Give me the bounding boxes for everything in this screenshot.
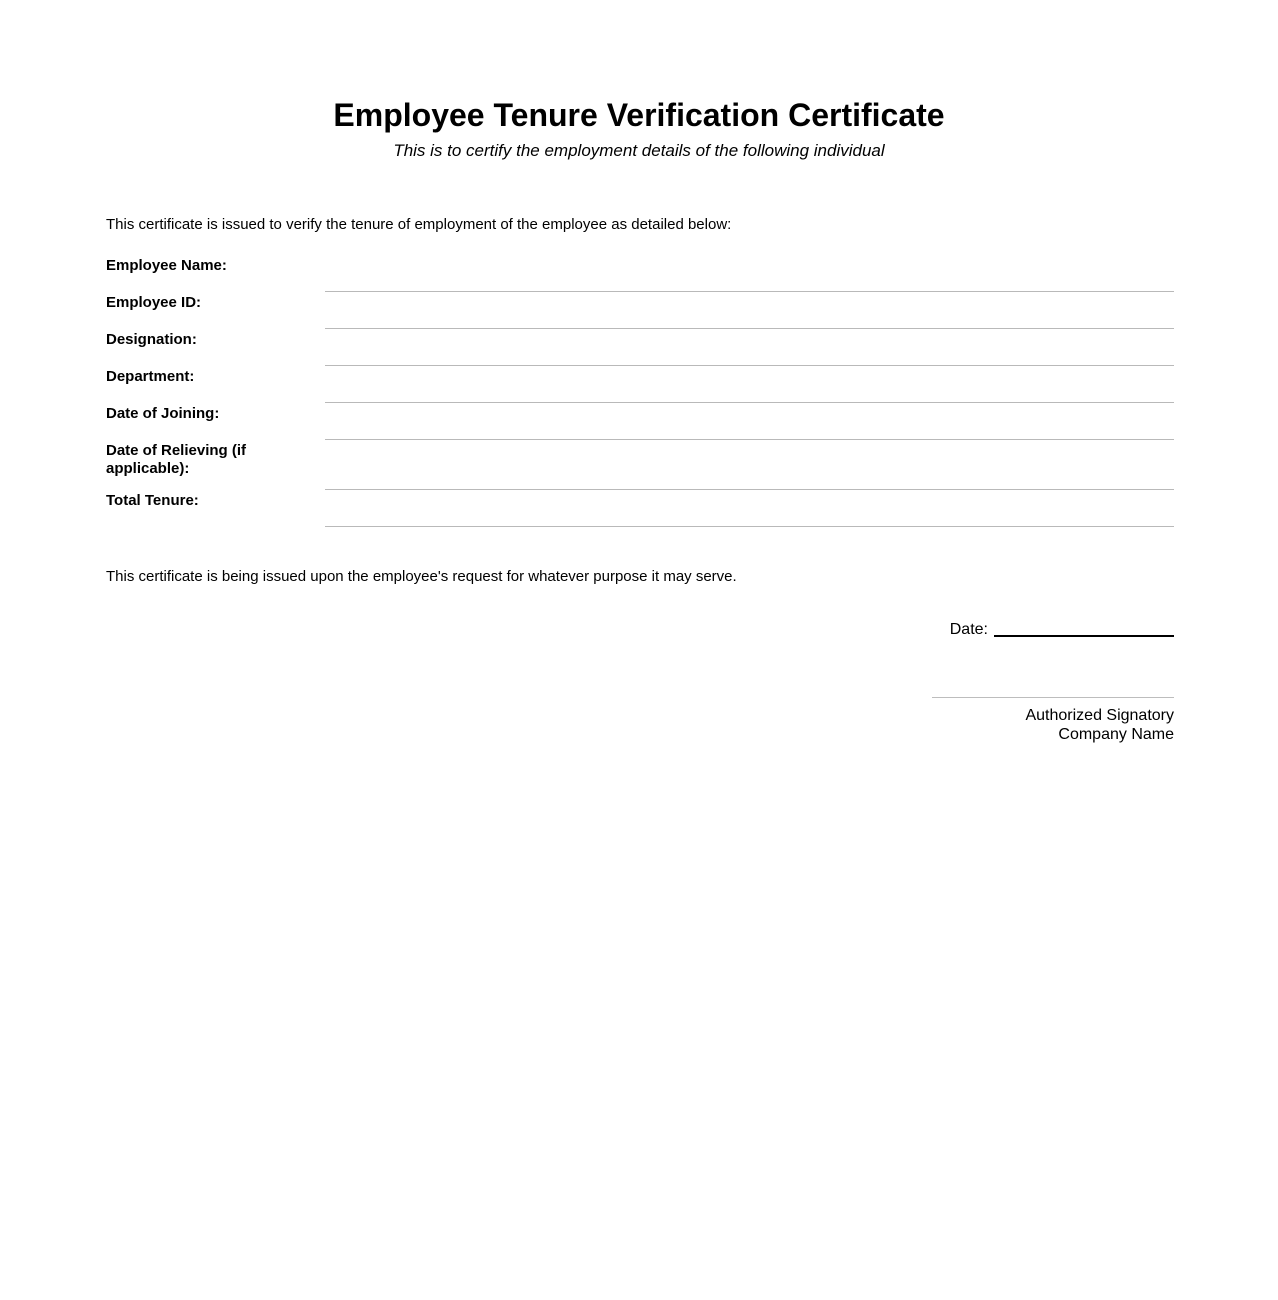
field-input-employee-name[interactable]	[325, 255, 1174, 292]
field-label-date-of-joining: Date of Joining:	[106, 405, 220, 422]
employee-details-fields	[106, 255, 1174, 527]
field-input-date-of-joining[interactable]	[325, 403, 1174, 440]
authorized-signatory-label: Authorized Signatory	[1025, 707, 1174, 724]
field-input-department[interactable]	[325, 366, 1174, 403]
field-row-date-of-relieving	[106, 440, 1174, 490]
date-label: Date:	[949, 621, 988, 638]
field-label-designation: Designation:	[106, 331, 197, 348]
signature-line	[932, 697, 1174, 698]
company-name-label: Company Name	[1058, 726, 1174, 743]
date-block	[800, 620, 1174, 640]
field-input-designation[interactable]	[325, 329, 1174, 366]
field-row-department	[106, 366, 1174, 403]
field-label-date-of-relieving: Date of Relieving (if applicable):	[106, 442, 247, 477]
field-row-date-of-joining	[106, 403, 1174, 440]
document-header	[0, 96, 1278, 162]
closing-paragraph: This certificate is being issued upon the employee's request for whatever purpose it may serve.	[106, 568, 737, 585]
field-row-employee-name	[106, 255, 1174, 292]
field-input-employee-id[interactable]	[325, 292, 1174, 329]
field-input-date-of-relieving[interactable]	[325, 440, 1174, 490]
date-input[interactable]	[994, 635, 1174, 637]
page-title: Employee Tenure Verification Certificate	[333, 97, 945, 133]
field-label-employee-id: Employee ID:	[106, 294, 202, 311]
signature-block	[932, 697, 1174, 744]
field-label-employee-name: Employee Name:	[106, 257, 227, 274]
field-row-employee-id	[106, 292, 1174, 329]
field-row-designation	[106, 329, 1174, 366]
intro-paragraph: This certificate is issued to verify the tenure of employment of the employee as detailed below:	[106, 216, 732, 233]
page-subtitle: This is to certify the employment details of the following individual	[393, 141, 885, 160]
field-input-total-tenure[interactable]	[325, 490, 1174, 527]
field-row-total-tenure	[106, 490, 1174, 527]
field-label-department: Department:	[106, 368, 195, 385]
field-label-total-tenure: Total Tenure:	[106, 492, 199, 509]
